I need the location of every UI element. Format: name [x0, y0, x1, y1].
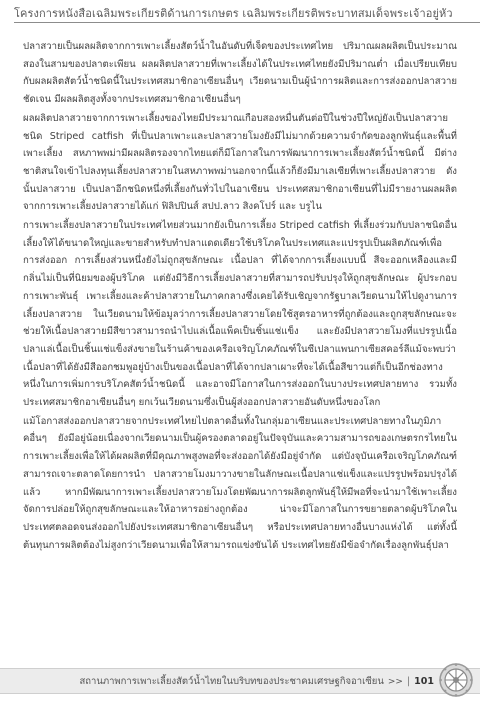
page-header: [0, 0, 480, 26]
body-text: [23, 38, 457, 555]
header-divider: [14, 22, 480, 23]
paragraph-4: แม้โอกาสส่งออกปลาสวายจากประเทศไทยไปตลาดอื่นทั้งในกลุ่มอาเซียนและประเทศปลายทางในภูมิภาคอื่นๆ ยังมีอยู่น้อยเนื่องจากเวียดนามเป็นผู้ครองตลาดอยู่ในปัจจุบันและความสามารถของเกษตรกรไทยในการเพาะเลี้ยงเพื่อให้ได้ผลผลิตที่มีคุณภาพสูงพอที่จะส่งออกได้ยังมีอยู่จำกัด แต่บังจุบันเครือเจริญโภคภัณฑ์สามารถเจาะตลาดโดยการนำ ปลาสวายโมงมาวางขายในลักษณะเนื้อปลาแช่แข็งและแปรรูปพร้อมปรุงได้แล้ว หากมีพัฒนาการเพาะเลี้ยงปลาสวายโมงโดยพัฒนาการผลิตลูกพันธุ์ให้มีพอที่จะนำมาใช้เพาะเลี้ยง จัดการปล่อยให้ถูกสุขลักษณะและให้อาหารอย่างถูกต้อง น่าจะมีโอกาสในการขยายตลาดผู้บริโภคในประเทศตลอดจนส่งออกไปยังประเทศสมาชิกอาเซียนอื่นๆ หรือประเทศปลายทางอื่นบางแห่งได้ แต่ทั้งนี้ต้นทุนการผลิตต้องไม่สูงกว่าเวียดนามเพื่อให้สามารถแข่งขันได้ ประเทศไทยยังมีข้อจำกัดเรื่องลูกพันธุ์ปลา: [23, 415, 457, 551]
paragraph-3: การเพาะเลี้ยงปลาสวายในประเทศไทยส่วนมากยังเป็นการเลี้ยง Striped catfish ที่เลี้ยงร่วมกับปลาชนิดอื่น เลี้ยงให้ได้ขนาดใหญ่และขายสำหรับทำปลาแดดเดียวใช้บริโภคในประเทศและแปรรูปเป็นผลิตภัณฑ์เพื่อการส่งออก การเลี้ยงส่วนหนึ่งยังไม่ถูกสุขลักษณะ เนื้อปลา ที่ได้จากการเลี้ยงแบบนี้ สีจะออกเหลืองและมีกลิ่นไม่เป็นที่นิยมของผู้บริโภค แต่ยังมีวิธีการเลี้ยงปลาสวายที่สามารถปรับปรุงให้ถูกสุขลักษณะ ผู้ประกอบการเพาะพันธุ์ เพาะเลี้ยงและค้าปลาสวายในภาคกลางซึ่งเคยได้รับเชิญจากรัฐบาลเวียดนามให้ไปดูงานการเลี้ยงปลาสวาย ในเวียดนามให้ข้อมูลว่าการเลี้ยงปลาสวายโดยใช้สูตรอาหารที่ถูกต้องและถูกสุขลักษณะจะช่วยให้เนื้อปลาสวายมีสีขาวสามารถนำไปแล่เนื้อแพ็คเป็นชิ้นแช่แข็ง และยังมีปลาสวายโมงที่แปรรูปเนื้อปลาแล่เนื้อเป็นชิ้นแช่แข็งส่งขายในร้านค้าของเครือเจริญโภคภัณฑ์ในซีเปลาแพนกาเซียสคอร์ลีแม้จะพบว่าเนื้อปลาที่ได้ยังมีสีออกชมพูอยู่บ้างเป็นของเนื้อปลาที่ได้จากปลาเผาะที่จะได้เนื้อสีขาวแต่ก็เป็นอีกช่องทางหนึ่งในการเพิ่มการบริโภคสัตว์น้ำชนิดนี้ และอาจมีโอกาสในการส่งออกในบางประเทศปลายทาง รวมทั้งประเทศสมาชิกอาเซียนอื่นๆ ยกเว้นเวียดนามซึ่งเป็นผู้ส่งออกปลาสวายอันดับหนึ่งของโลก: [23, 220, 457, 409]
dharma-wheel-icon: [438, 662, 474, 698]
running-header-title: โครงการหนังสือเฉลิมพระเกียรติด้านการเกษตร เฉลิมพระเกียรติพระบาทสมเด็จพระเจ้าอยู่หัว: [14, 7, 453, 20]
footer-arrows: >>: [387, 676, 403, 687]
paragraph-2: ผลผลิตปลาสวายจากการเพาะเลี้ยงของไทยมีประมาณเกือบสองหมื่นตันต่อปีในช่วงปีใหญ่ยังเป็นปลาสวายชนิด Striped catfish ที่เป็นปลาเพาะและปลาสวายโมงยังมีไม่มากด้วยความจำกัดของลูกพันธุ์และพื้นที่เพาะเลี้ยง สหภาพพม่ามีผลผลิตรองจากไทยแต่ก็มีโอกาสในการพัฒนาการเพาะเลี้ยงสัตว์น้ำชนิดนี้ มีต่างชาติสนใจเข้าไปลงทุนเลี้ยงปลาสวายในสหภาพพม่านอกจากนี้แล้วก็ยังมีมาเลเซียที่เพาะเลี้ยงปลาสวาย ดังนั้นปลาสวาย เป็นปลาอีกชนิดหนึ่งที่เลี้ยงกันทั่วไปในอาเซียน ประเทศสมาชิกอาเซียนที่ไม่มีรายงานผลผลิตจากการเพาะเลี้ยงปลาสวายได้แก่ ฟิลิปปินส์ สปป.ลาว สิงคโปร์ และ บรูไน: [23, 112, 457, 213]
footer-book-title: สถานภาพการเพาะเลี้ยงสัตว์น้ำไทยในบริบทของประชาคมเศรษฐกิจอาเซียน: [79, 676, 384, 687]
page-number: 101: [414, 676, 434, 687]
page-footer: [0, 660, 480, 706]
footer-caption: [79, 674, 434, 689]
paragraph-1: ปลาสวายเป็นผลผลิตจากการเพาะเลี้ยงสัตว์น้ำในอันดับที่เจ็ดของประเทศไทย ปริมาณผลผลิตเป็นประมาณสองในสามของปลาตะเพียน ผลผลิตปลาสวายที่เพาะเลี้ยงได้ในประเทศไทยยังมีปริมาณต่ำ เมื่อเปรียบเทียบกับผลผลิตสัตว์น้ำชนิดนี้ในประเทศสมาชิกอาเซียนอื่นๆ เวียดนามเป็นผู้นำการผลิตและการส่งออกปลาสวายชัดเจน มีผลผลิตสูงทั้งจากประเทศสมาชิกอาเซียนอื่นๆ: [23, 41, 457, 106]
footer-separator: |: [406, 676, 411, 687]
